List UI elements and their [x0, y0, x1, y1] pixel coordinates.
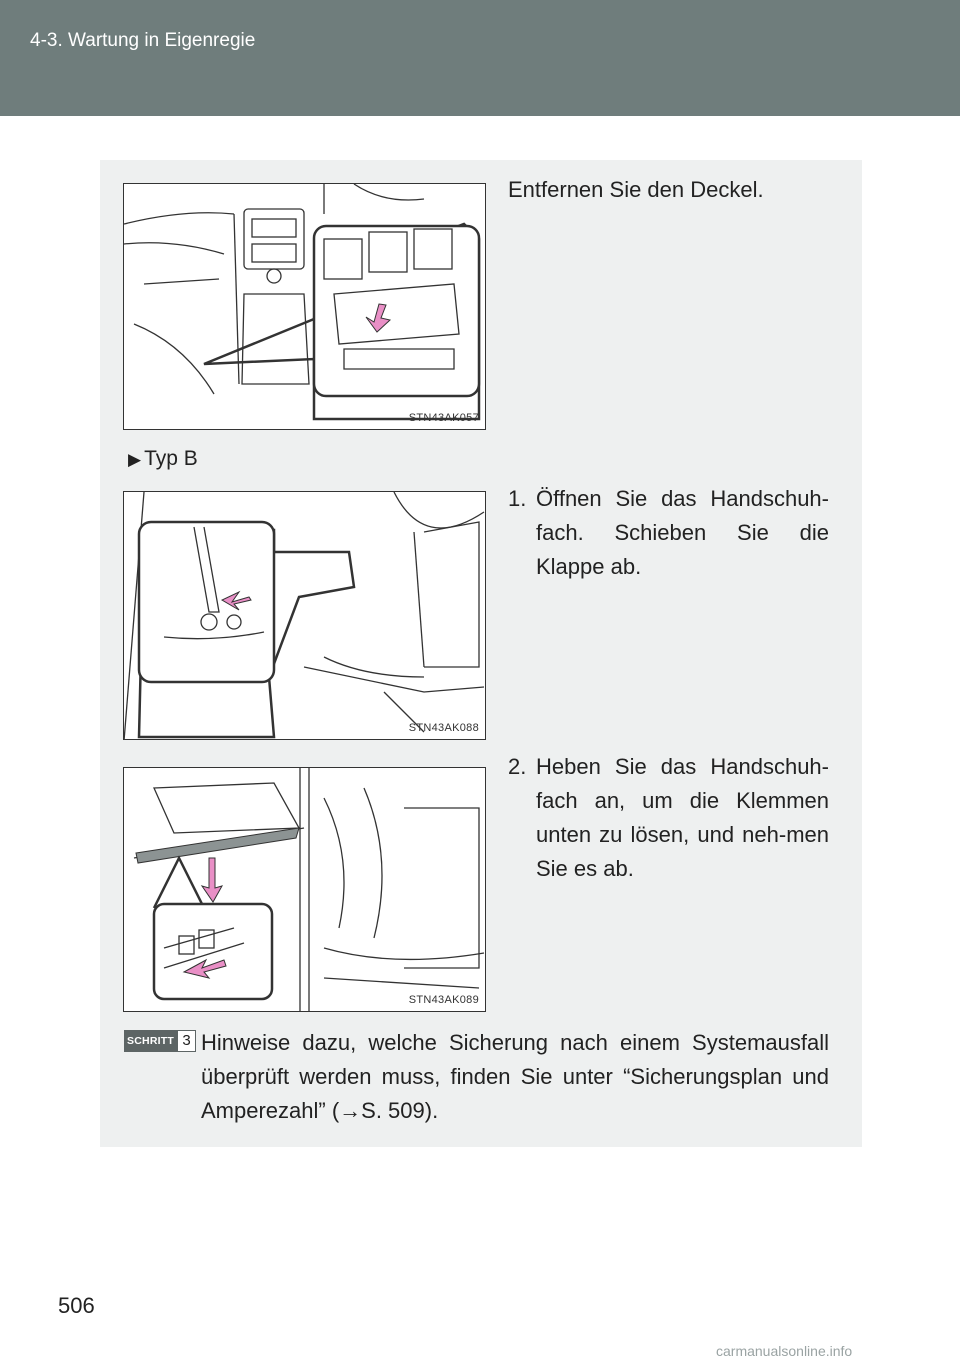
step3-badge	[124, 1030, 196, 1052]
figure-code: STN43AK088	[408, 722, 479, 734]
step-badge-number: 3	[177, 1030, 196, 1052]
page-header	[0, 0, 960, 116]
dashboard-illustration	[124, 184, 486, 430]
step-badge-label: SCHRITT	[124, 1030, 177, 1052]
glovebox-removal-illustration	[124, 768, 486, 1012]
remove-cover-text: Entfernen Sie den Deckel.	[508, 177, 764, 202]
step2-text: Heben Sie das Handschuh-fach an, um die Klemmen unten zu lösen, und neh-men Sie es ab.	[536, 754, 829, 881]
step2-number: 2.	[508, 754, 527, 779]
figure-code: STN43AK057	[408, 412, 479, 424]
step1-number: 1.	[508, 486, 527, 511]
figure-glovebox-open	[123, 491, 486, 740]
section-title: 4-3. Wartung in Eigenregie	[30, 30, 256, 51]
type-b-label	[128, 447, 198, 471]
step3-text: Hinweise dazu, welche Sicherung nach einem Systemausfall überprüft werden muss, finden Sie unter “Sicherungsplan und Amperezahl” (→S. 509).	[201, 1030, 829, 1123]
glovebox-illustration	[124, 492, 486, 740]
figure-glovebox-removal	[123, 767, 486, 1012]
type-b-text: Typ B	[144, 447, 198, 470]
step1-text: Öffnen Sie das Handschuh-fach. Schieben Sie die Klappe ab.	[536, 486, 829, 579]
page-number: 506	[58, 1293, 95, 1318]
figure-cover-removal	[123, 183, 486, 430]
figure-code: STN43AK089	[408, 994, 479, 1006]
triangle-pointer-icon: ▶	[128, 450, 142, 469]
watermark: carmanualsonline.info	[716, 1343, 853, 1359]
